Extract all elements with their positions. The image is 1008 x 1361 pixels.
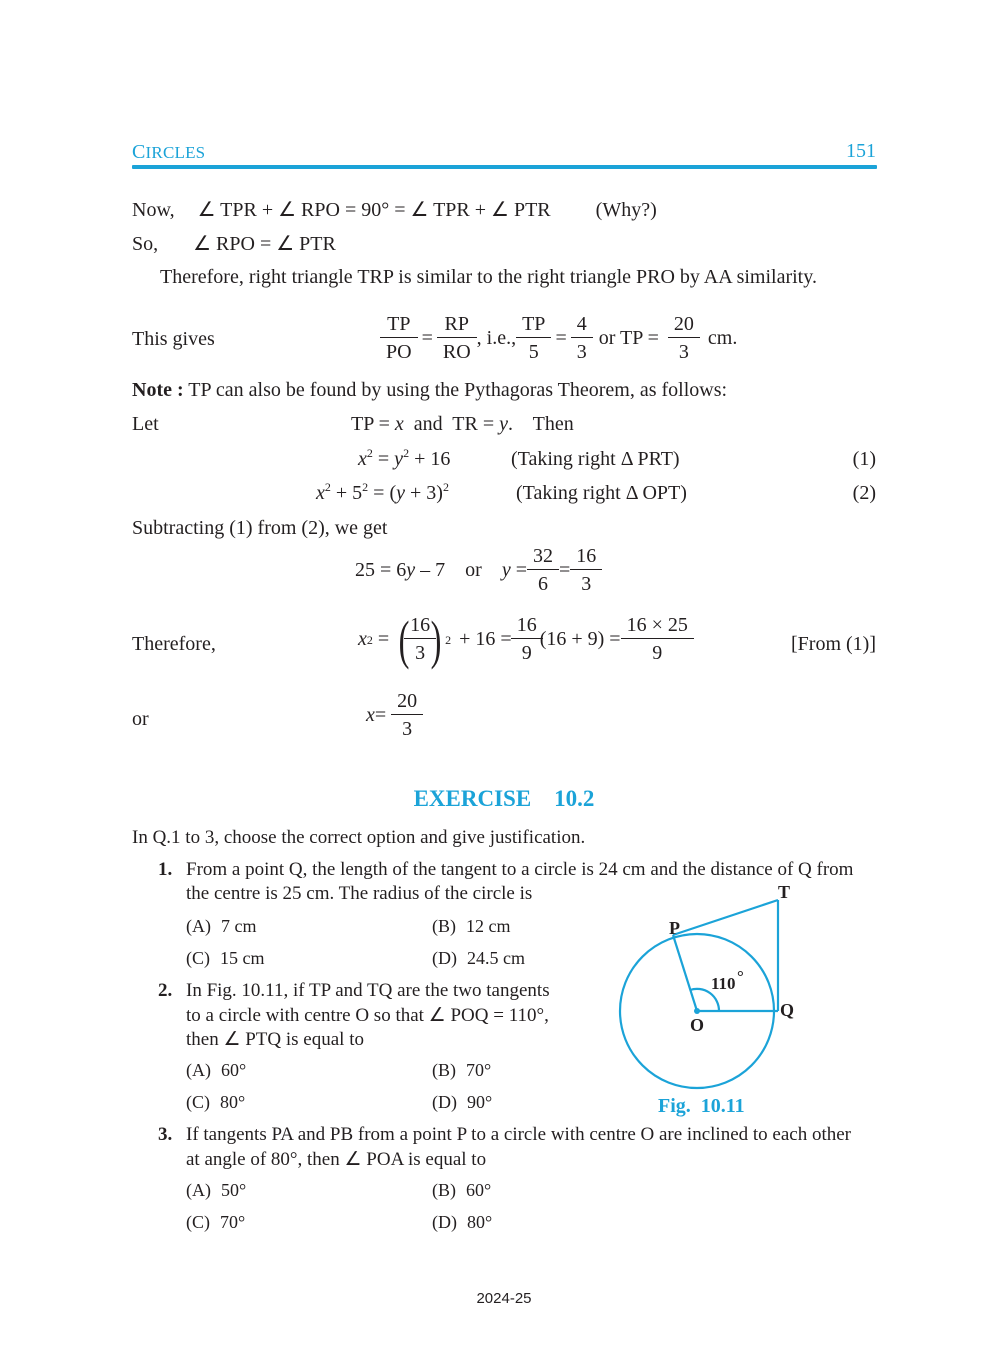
fraction-4-3: $\frac{4}{3}$	[574, 311, 590, 366]
subtracting-line: Subtracting (1) from (2), we get	[132, 517, 388, 539]
this-gives-label: This gives	[132, 328, 215, 350]
question-3-text-line-1: If tangents PA and PB from a point P to a circle with centre O are inclined to each other	[186, 1124, 851, 1145]
q2-option-d: (D) 90°	[432, 1092, 493, 1112]
label-q: Q	[780, 1000, 795, 1020]
fraction-16-3-squared: $\frac{16}{3}$	[407, 612, 433, 667]
figure-10-11-diagram	[610, 878, 810, 1098]
figure-caption: Fig. 10.11	[658, 1095, 745, 1117]
label-o: O	[690, 1015, 705, 1035]
question-3-text-line-2: at angle of 80°, then ∠ POA is equal to	[186, 1149, 487, 1170]
question-1-text-line-1: From a point Q, the length of the tangent to a circle is 24 cm and the distance of Q from	[186, 859, 854, 880]
question-3-number: 3.	[158, 1124, 173, 1145]
question-1-number: 1.	[158, 859, 173, 880]
running-header-title: CIRCLES	[132, 141, 206, 163]
note-line: Note : TP can also be found by using the Pythagoras Theorem, as follows:	[132, 379, 728, 401]
question-2-text-line-1: In Fig. 10.11, if TP and TQ are the two tangents	[186, 980, 550, 1001]
equation-2-reason: (Taking right Δ OPT)	[516, 482, 687, 504]
q3-option-b: (B) 60°	[432, 1180, 492, 1200]
fraction-rp-ro: $\frac{RP}{RO}$	[440, 311, 474, 366]
y-equation: 25 = 6 y – 7 or y = $\frac{32}{6}$ = $\frac{16}{3}$	[355, 543, 602, 598]
from-1-reference: [From (1)]	[791, 633, 876, 655]
question-2-text-line-2: to a circle with centre O so that ∠ POQ = 110°,	[186, 1005, 549, 1026]
fraction-16x25-9: $\frac{16 \times 25}{9}$	[624, 612, 691, 667]
q2-option-a: (A) 60°	[186, 1060, 247, 1080]
x-squared-equation: x 2 = ( $\frac{16}{3}$ ) 2 + 16 = $\frac{16}{9}$ (16 + 9) = $\frac{16 \times 25}{9}$	[358, 612, 694, 667]
q1-option-c: (C) 15 cm	[186, 948, 265, 968]
let-label: Let	[132, 413, 159, 435]
footer-year: 2024-25	[476, 1290, 532, 1307]
proof-line-3: Therefore, right triangle TRP is similar to the right triangle PRO by AA similarity.	[160, 266, 817, 288]
fraction-20-3-result: $\frac{20}{3}$	[394, 688, 420, 743]
header-rule	[132, 165, 877, 169]
or-label: or	[132, 708, 149, 730]
equation-1-reason: (Taking right Δ PRT)	[511, 448, 680, 470]
q3-option-d: (D) 80°	[432, 1212, 493, 1232]
fraction-16-3: $\frac{16}{3}$	[573, 543, 599, 598]
let-equation: TP = x and TR = y. Then	[351, 413, 574, 435]
therefore-label: Therefore,	[132, 633, 216, 655]
label-angle-110: 110	[711, 974, 736, 993]
tangent-tp	[673, 900, 778, 935]
fraction-20-3: $\frac{20}{3}$	[671, 311, 697, 366]
equation-1-tag: (1)	[852, 448, 876, 470]
fraction-tp-po: $\frac{TP}{PO}$	[383, 311, 415, 366]
q3-option-c: (C) 70°	[186, 1212, 246, 1232]
q2-option-c: (C) 80°	[186, 1092, 246, 1112]
exercise-title: EXERCISE 10.2	[413, 786, 595, 811]
fraction-32-6: $\frac{32}{6}$	[530, 543, 556, 598]
label-degree: °	[737, 967, 744, 986]
question-2-number: 2.	[158, 980, 173, 1001]
equation-1: $x^2 = y^2 + 16$	[358, 446, 451, 470]
label-p: P	[669, 918, 680, 938]
q1-option-d: (D) 24.5 cm	[432, 948, 525, 968]
radius-op	[673, 935, 697, 1011]
question-2-text-line-3: then ∠ PTQ is equal to	[186, 1029, 364, 1050]
center-point	[694, 1008, 700, 1014]
label-t: T	[778, 882, 791, 902]
proof-line-1: Now, ∠ TPR + ∠ RPO = 90° = ∠ TPR + ∠ PTR (Why?)	[132, 199, 657, 221]
exercise-instruction: In Q.1 to 3, choose the correct option and give justification.	[132, 827, 586, 848]
q2-option-b: (B) 70°	[432, 1060, 492, 1080]
equation-2: $x^2 + 5^2 = (y + 3)^2$	[316, 480, 449, 504]
q3-option-a: (A) 50°	[186, 1180, 247, 1200]
fraction-tp-5: $\frac{TP}{5}$	[519, 311, 548, 366]
ratio-equation: $\frac{TP}{PO}$ = $\frac{RP}{RO}$ , i.e., $\frac{TP}{5}$ = $\frac{4}{3}$ or TP = $\frac{20}{3}$ cm.	[380, 311, 737, 366]
x-result: x = $\frac{20}{3}$	[366, 688, 423, 743]
q1-option-b: (B) 12 cm	[432, 916, 511, 936]
page-number: 151	[846, 140, 876, 162]
q1-option-a: (A) 7 cm	[186, 916, 257, 936]
equation-2-tag: (2)	[852, 482, 876, 504]
proof-line-2: So, ∠ RPO = ∠ PTR	[132, 233, 336, 255]
question-1-text-line-2: the centre is 25 cm. The radius of the circle is	[186, 883, 533, 904]
fraction-16-9: $\frac{16}{9}$	[514, 612, 540, 667]
